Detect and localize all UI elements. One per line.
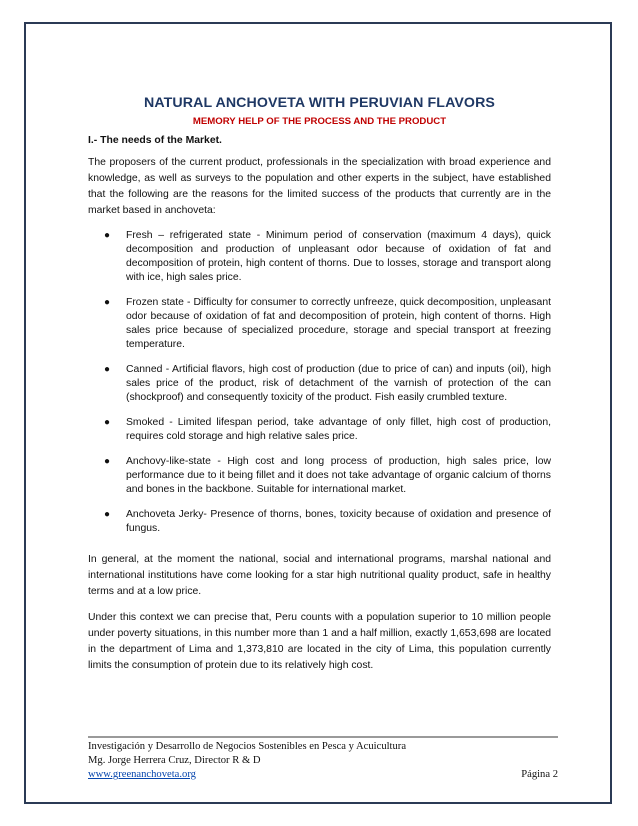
document-title: NATURAL ANCHOVETA WITH PERUVIAN FLAVORS (144, 95, 495, 111)
list-item (88, 229, 551, 285)
bullet-text: Anchoveta Jerky- Presence of thorns, bones, toxicity because of oxidation and presence of fungus. (126, 509, 551, 534)
bullet-icon: ● (104, 456, 111, 467)
bullet-text: Canned - Artificial flavors, high cost of production (due to price of can) and inputs (oil), high sales price of the product, risk of detachment of the varnish of protection of the can (shockproof) and consequently toxicity of the product. Fish easily crumbled texture. (126, 364, 551, 403)
bullet-list (88, 229, 551, 536)
list-item (88, 455, 551, 497)
bullet-icon: ● (104, 417, 111, 428)
bullet-icon: ● (104, 230, 111, 241)
page-footer (88, 736, 558, 782)
footer-organization: Investigación y Desarrollo de Negocios Sostenibles en Pesca y Acuicultura (88, 741, 407, 752)
page-number: Página 2 (521, 769, 558, 780)
list-item (88, 296, 551, 352)
bullet-icon: ● (104, 364, 111, 375)
context-paragraph: Under this context we can precise that, Peru counts with a population superior to 10 million people under poverty situations, in this number more than 1 and a half million, exactly 1,653,698 are located in the department of Lima and 1,373,810 are located in the city of Lima, this population currently limits the consumption of protein due to its relatively high cost. (88, 612, 551, 671)
document-subtitle: MEMORY HELP OF THE PROCESS AND THE PRODUCT (192, 116, 447, 127)
footer-author: Mg. Jorge Herrera Cruz, Director R & D (88, 755, 261, 766)
bullet-icon: ● (104, 297, 111, 308)
bullet-text: Smoked - Limited lifespan period, take advantage of only fillet, high cost of production, requires cold storage and high relative sales price. (126, 417, 551, 442)
bullet-text: Frozen state - Difficulty for consumer to correctly unfreeze, quick decomposition, unpleasant odor because of oxidation of fat and decomposition of protein, high content of thorns. High sales price because of specialized procedure, storage and special transport at freezing temperature. (126, 297, 551, 350)
list-item (88, 363, 551, 405)
bullet-icon: ● (104, 509, 111, 520)
general-paragraph: In general, at the moment the national, social and international programs, marshal national and international institutions have come looking for a star high nutritional quality product, safe in healthy terms and at a low price. (88, 554, 551, 597)
list-item (88, 508, 551, 536)
bullet-text: Anchovy-like-state - High cost and long process of production, high sales price, low performance due to it being fillet and it does not take advantage of organic calcium of thorns and bones in the backbone. Suitable for international market. (126, 456, 551, 495)
bullet-text: Fresh – refrigerated state - Minimum period of conservation (maximum 4 days), quick decomposition and production of unpleasant odor because of oxidation of fat and decomposition of protein, high content of thorns. Due to losses, storage and transport along with ice, high sales price. (126, 230, 551, 283)
document-body (88, 95, 551, 684)
intro-paragraph: The proposers of the current product, professionals in the specialization with broad experience and knowledge, as well as surveys to the population and other experts in the subject, have established that the following are the reasons for the limited success of the products that currently are in the market based in anchoveta: (88, 157, 551, 216)
list-item (88, 416, 551, 444)
section-heading: I.- The needs of the Market. (88, 135, 222, 146)
footer-bottom-row (88, 768, 558, 782)
website-link[interactable]: www.greenanchoveta.org (88, 769, 196, 780)
